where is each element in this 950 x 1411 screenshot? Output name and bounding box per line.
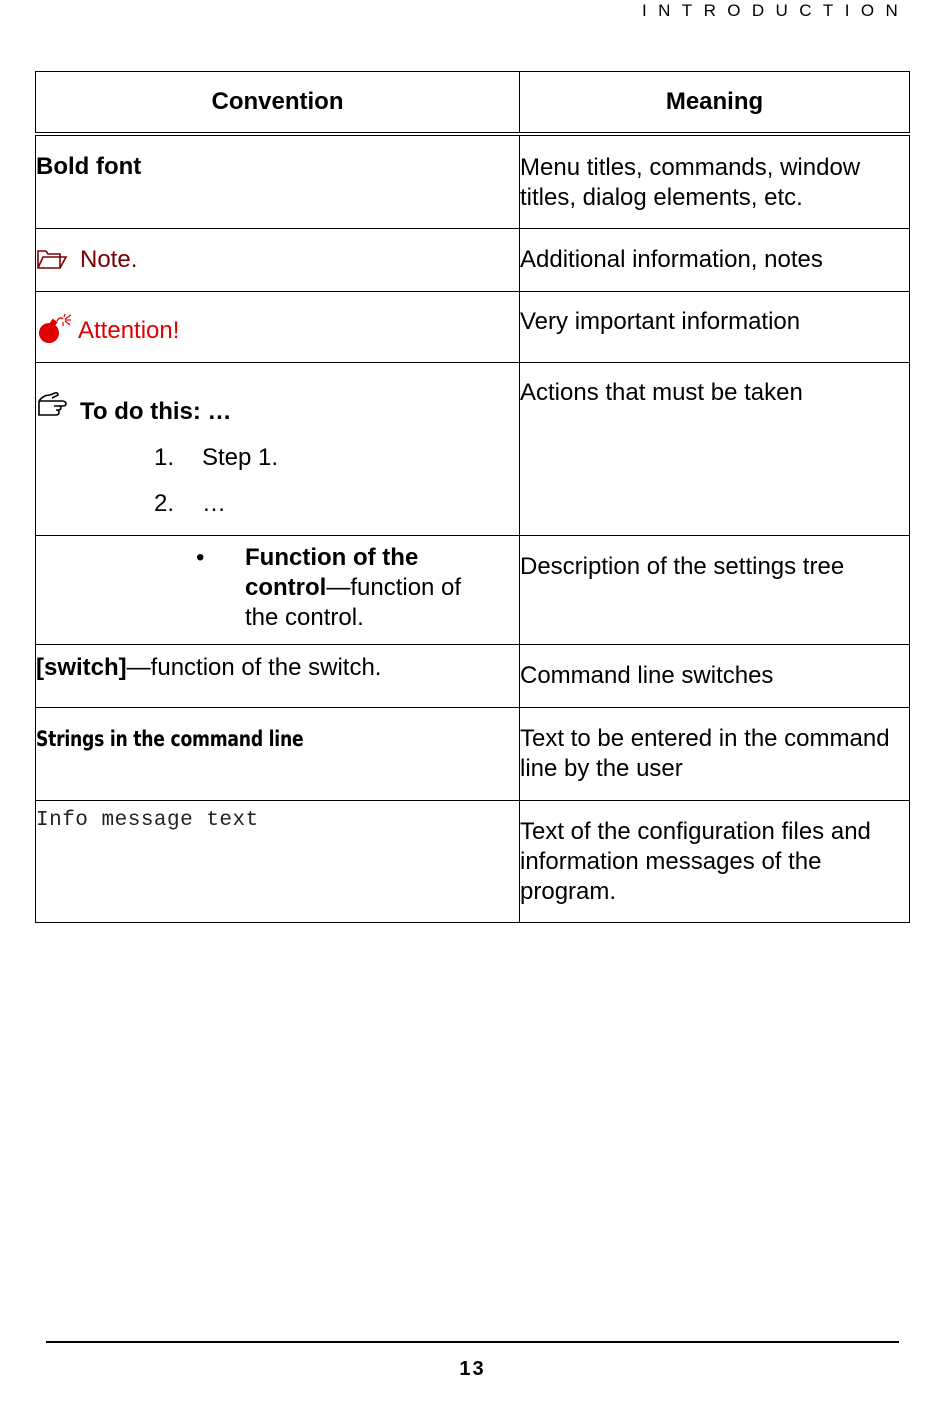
meaning-cell: Description of the settings tree bbox=[520, 535, 910, 644]
convention-cell bbox=[36, 707, 520, 800]
settings-tree-example bbox=[36, 536, 519, 642]
meaning-cell: Very important information bbox=[520, 291, 910, 362]
table-row bbox=[36, 134, 910, 228]
todo-label: To do this: … bbox=[80, 397, 232, 425]
meaning-cell: Actions that must be taken bbox=[520, 362, 910, 535]
conventions-table bbox=[35, 71, 910, 923]
column-header-convention: Convention bbox=[36, 72, 520, 135]
tree-rest-text: —function of the control. bbox=[245, 573, 462, 631]
switch-rest-text: —function of the switch. bbox=[126, 653, 382, 681]
bomb-icon bbox=[36, 314, 72, 344]
meaning-cell: Command line switches bbox=[520, 644, 910, 707]
table-row bbox=[36, 535, 910, 644]
step-text: Step 1. bbox=[202, 443, 279, 471]
note-icon bbox=[36, 248, 68, 270]
meaning-cell: Additional information, notes bbox=[520, 228, 910, 291]
step-text: … bbox=[202, 489, 226, 517]
steps-list bbox=[154, 443, 519, 519]
note-label: Note. bbox=[80, 245, 138, 273]
bullet: • bbox=[196, 543, 205, 571]
running-header: INTRODUCTION bbox=[642, 1, 910, 20]
convention-cell bbox=[36, 800, 520, 922]
convention-cell bbox=[36, 291, 520, 362]
todo-heading bbox=[36, 391, 519, 427]
table-row bbox=[36, 707, 910, 800]
list-item bbox=[154, 489, 519, 519]
step-number: 1. bbox=[154, 443, 175, 471]
convention-cell bbox=[36, 134, 520, 228]
convention-cell bbox=[36, 362, 520, 535]
table-row bbox=[36, 644, 910, 707]
info-message-text: Info message text bbox=[36, 808, 259, 832]
page-number: 13 bbox=[459, 1358, 486, 1380]
cmdline-text: Strings in the command line bbox=[36, 726, 304, 751]
list-item bbox=[154, 443, 519, 473]
pointing-hand-icon bbox=[36, 391, 78, 421]
column-header-meaning: Meaning bbox=[520, 72, 910, 135]
table-row bbox=[36, 291, 910, 362]
attention-label: Attention! bbox=[78, 316, 180, 344]
convention-cell bbox=[36, 228, 520, 291]
table-row bbox=[36, 228, 910, 291]
table-row bbox=[36, 800, 910, 922]
convention-cell bbox=[36, 644, 520, 707]
convention-bold-font: Bold font bbox=[36, 153, 142, 180]
footer-rule bbox=[46, 1341, 899, 1343]
step-number: 2. bbox=[154, 489, 175, 517]
meaning-cell: Menu titles, commands, window titles, dialog elements, etc. bbox=[520, 134, 910, 228]
table-header-row bbox=[36, 72, 910, 135]
convention-cell bbox=[36, 535, 520, 644]
tree-bold-text: Function of the control bbox=[245, 543, 419, 601]
meaning-cell: Text of the configuration files and information messages of the program. bbox=[520, 800, 910, 922]
meaning-cell: Text to be entered in the command line by the user bbox=[520, 707, 910, 800]
table-row bbox=[36, 362, 910, 535]
switch-bold-text: [switch] bbox=[36, 653, 127, 681]
